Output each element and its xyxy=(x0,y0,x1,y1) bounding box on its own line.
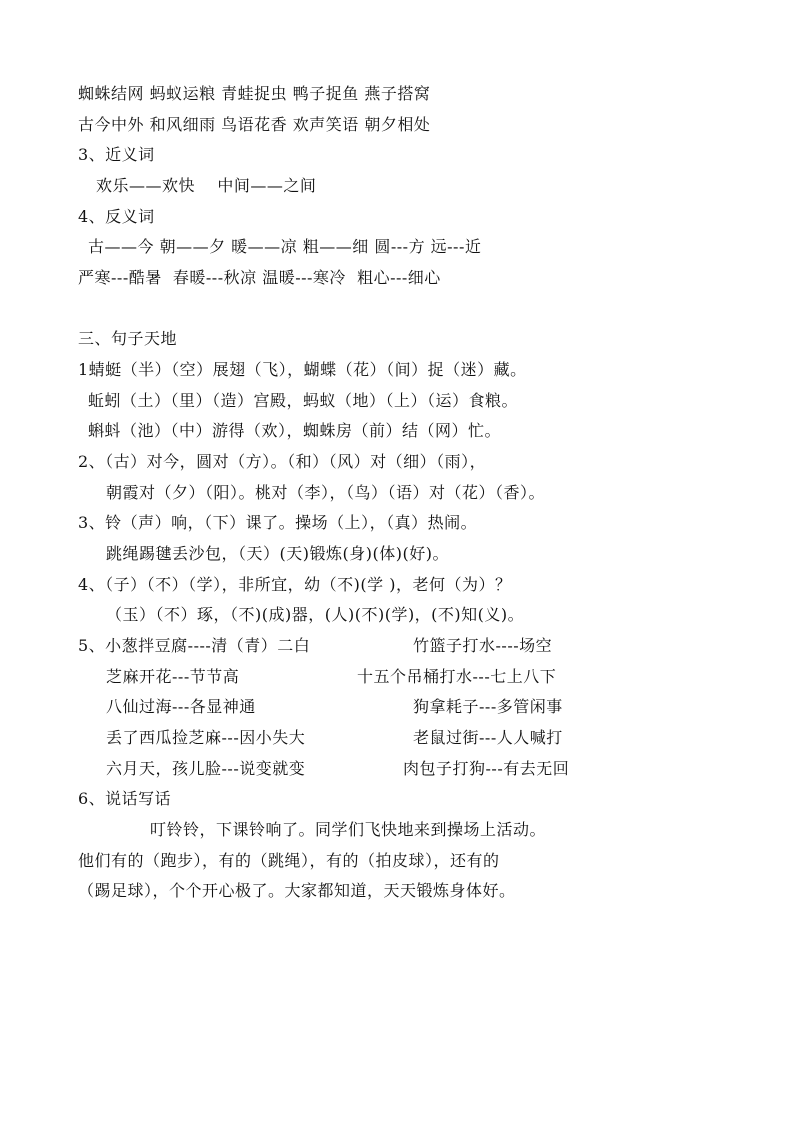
xiehouyu-left-2: 芝麻开花---节节高 xyxy=(106,667,240,686)
sentence-2-line-2: 朝霞对（夕）（阳）。桃对（李），（鸟）（语）对（花）（香）。 xyxy=(106,483,546,502)
antonyms-line-1: 古——今 朝——夕 暖——凉 粗——细 圆---方 远---近 xyxy=(88,237,482,256)
xiehouyu-right-1: 竹篮子打水----场空 xyxy=(413,636,553,655)
xiehouyu-right-2: 十五个吊桶打水---七上八下 xyxy=(357,667,557,686)
xiehouyu-left-1: 5、小葱拌豆腐----清（青）二白 xyxy=(78,636,311,655)
writing-paragraph-line-3: （踢足球），个个开心极了。大家都知道，天天锻炼身体好。 xyxy=(78,881,516,900)
sentence-4-line-2: （玉）（不）琢，（不)(成)器，(人)(不)(学)，(不)知(义)。 xyxy=(106,605,525,624)
antonyms-line-2: 严寒---酷暑 春暖---秋凉 温暖---寒冷 粗心---细心 xyxy=(78,268,441,287)
sentence-2-line-1: 2、（古）对今，圆对（方）。（和）（风）对（细）（雨）， xyxy=(78,452,487,471)
sentence-3-line-2: 跳绳踢毽丢沙包，（天）(天)锻炼(身)(体)(好)。 xyxy=(106,544,449,563)
sentence-3-line-1: 3、铃（声）响，（下）课了。操场（上），（真）热闹。 xyxy=(78,513,478,532)
xiehouyu-right-4: 老鼠过街---人人喊打 xyxy=(413,728,563,747)
synonyms-line: 欢乐——欢快 中间——之间 xyxy=(96,176,317,195)
xiehouyu-left-4: 丢了西瓜捡芝麻---因小失大 xyxy=(106,728,306,747)
xiehouyu-left-5: 六月天，孩儿脸---说变就变 xyxy=(106,759,306,778)
sentence-1-line-1: 1蜻蜓（半）（空）展翅（飞），蝴蝶（花）（间）捉（迷）藏。 xyxy=(78,360,527,379)
idiom-line-phrases: 古今中外 和风细雨 鸟语花香 欢声笑语 朝夕相处 xyxy=(78,115,431,134)
xiehouyu-right-5: 肉包子打狗---有去无回 xyxy=(403,759,570,778)
section-writing-heading: 6、说话写话 xyxy=(78,789,172,808)
xiehouyu-right-3: 狗拿耗子---多管闲事 xyxy=(413,697,563,716)
sentence-1-line-2: 蚯蚓（土）（里）（造）宫殿，蚂蚁（地）（上）（运）食粮。 xyxy=(88,391,519,410)
section-sentences-heading: 三、句子天地 xyxy=(78,329,178,348)
sentence-1-line-3: 蝌蚪（池）（中）游得（欢），蜘蛛房（前）结（网）忙。 xyxy=(88,421,502,440)
xiehouyu-left-3: 八仙过海---各显神通 xyxy=(106,697,256,716)
writing-paragraph-line-2: 他们有的（跑步），有的（跳绳），有的（拍皮球），还有的 xyxy=(78,851,500,870)
sentence-4-line-1: 4、（子）（不）（学），非所宜，幼（不)(学 )，老何（为）？ xyxy=(78,575,512,594)
section-synonyms-heading: 3、近义词 xyxy=(78,145,155,164)
section-antonyms-heading: 4、反义词 xyxy=(78,207,155,226)
writing-paragraph-line-1: 叮铃铃，下课铃响了。同学们飞快地来到操场上活动。 xyxy=(150,820,547,839)
idiom-line-animals: 蜘蛛结网 蚂蚁运粮 青蛙捉虫 鸭子捉鱼 燕子搭窝 xyxy=(78,84,431,103)
